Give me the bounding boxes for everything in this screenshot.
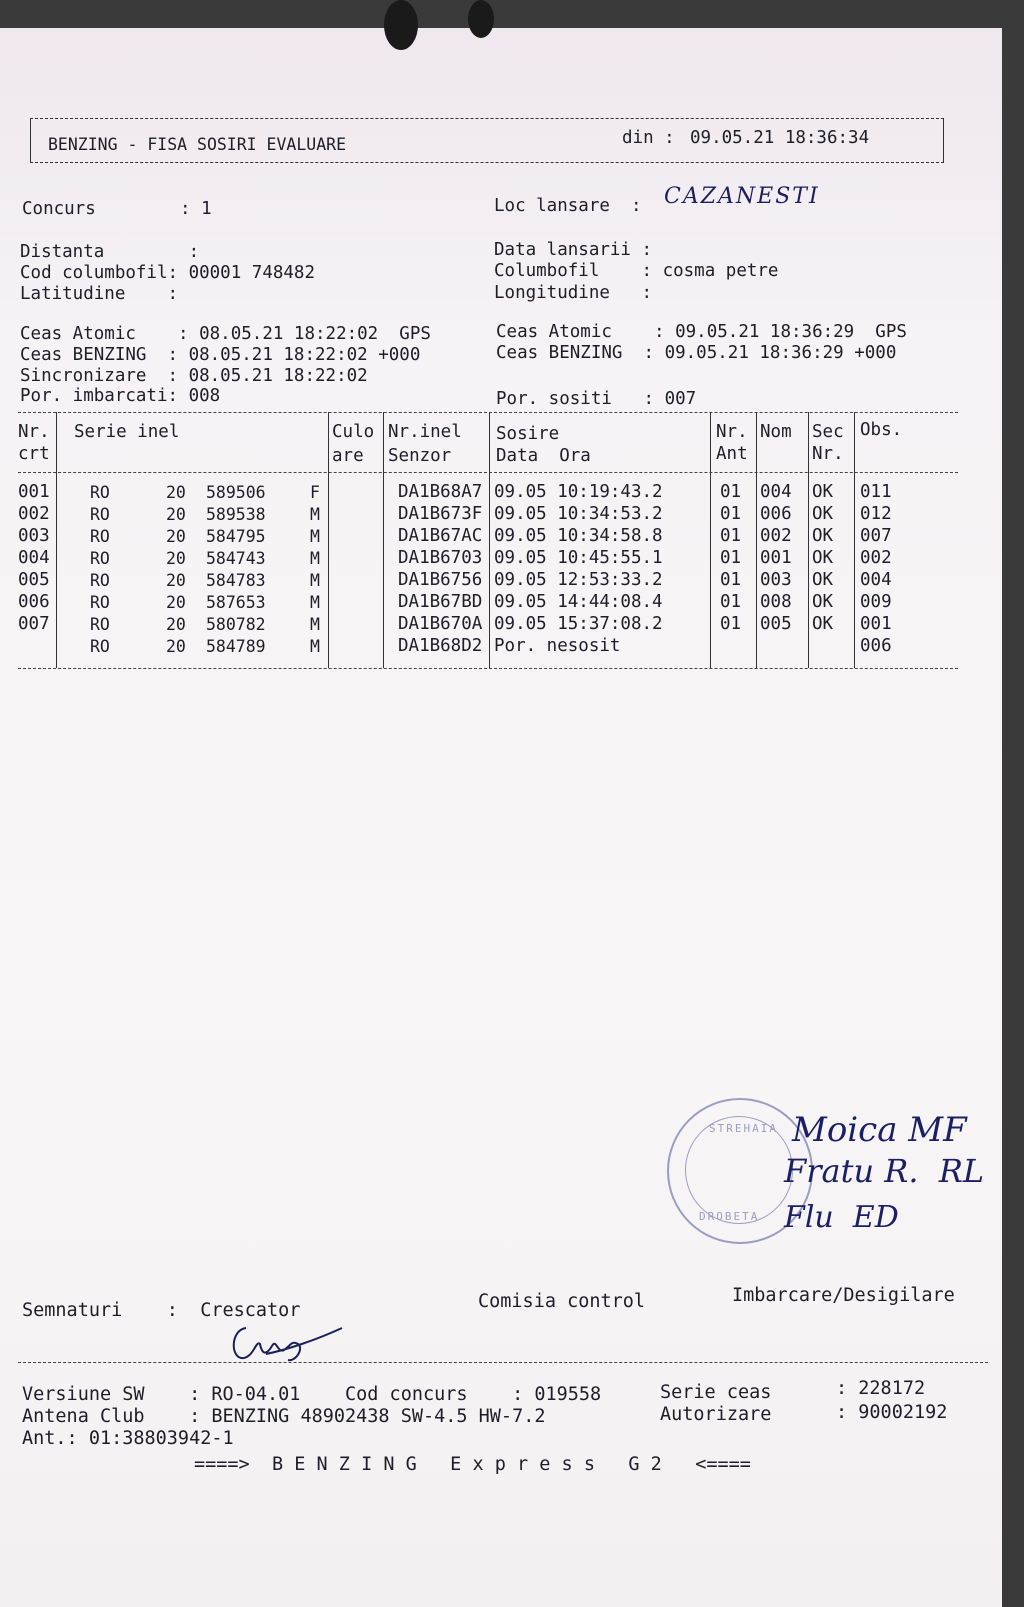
header-ant: Ant (716, 444, 748, 464)
header-serie: Serie inel (74, 422, 180, 442)
cell-sex: M (310, 637, 320, 656)
ceas-benzing-start: Ceas BENZING : 08.05.21 18:22:02 +000 (20, 345, 421, 365)
cell-an: 20 (166, 505, 186, 524)
cell-sec: OK (812, 482, 834, 502)
signatures-label: Semnaturi : Crescator (22, 1300, 301, 1321)
autorizare-label: Autorizare (660, 1404, 772, 1425)
cell-an: 20 (166, 615, 186, 634)
cell-obs: 009 (860, 592, 892, 612)
header-obs: Obs. (860, 420, 903, 440)
header-nom: Nom (760, 422, 792, 442)
cell-inel: 584783 (206, 571, 266, 590)
cell-nom: 008 (760, 592, 792, 612)
cell-ant: 01 (720, 614, 742, 634)
cell-inel: 584743 (206, 549, 266, 568)
cell-an: 20 (166, 527, 186, 546)
cell-tara: RO (90, 505, 110, 524)
table-row (18, 614, 958, 636)
cell-senzor: DA1B68D2 (398, 636, 483, 656)
cell-sec: OK (812, 592, 834, 612)
table-row (18, 636, 958, 658)
table-row (18, 570, 958, 592)
cell-ant: 01 (720, 482, 742, 502)
cell-sosire: 09.05 10:45:55.1 (494, 548, 663, 568)
cell-sosire: 09.05 12:53:33.2 (494, 570, 663, 590)
loc-lansare-value: CAZANESTI (664, 184, 820, 209)
serie-ceas-label: Serie ceas (660, 1382, 772, 1403)
serie-ceas-value: : 228172 (836, 1378, 926, 1399)
stamp-text-top: STREHAIA (709, 1122, 778, 1135)
header-crt: crt (18, 444, 50, 464)
cell-obs: 001 (860, 614, 892, 634)
cell-senzor: DA1B673F (398, 504, 483, 524)
cell-tara: RO (90, 527, 110, 546)
table-rule-header (18, 472, 958, 473)
cell-ant: 01 (720, 548, 742, 568)
committee-signature-3: Flu ED (784, 1200, 899, 1235)
table-row (18, 592, 958, 614)
header-culo: Culo (332, 422, 375, 442)
header-nr: Nr. (18, 422, 50, 442)
footer-rule (18, 1362, 988, 1363)
benzing-express-banner: ====> B E N Z I N G E x p r e s s G 2 <==== (194, 1454, 751, 1475)
table-row (18, 548, 958, 570)
cell-senzor: DA1B670A (398, 614, 483, 634)
cell-an: 20 (166, 483, 186, 502)
longitudine-field: Longitudine : (494, 283, 653, 303)
cell-nr: 005 (18, 570, 50, 590)
cell-sex: M (310, 593, 320, 612)
table-rule-bottom (18, 668, 958, 669)
header-nrant: Nr. (716, 422, 748, 442)
cell-obs: 006 (860, 636, 892, 656)
document-title: BENZING - FISA SOSIRI EVALUARE (48, 135, 347, 154)
table-body (18, 482, 958, 662)
cell-sec: OK (812, 548, 834, 568)
header-secnr: Nr. (812, 444, 844, 464)
header-are: are (332, 446, 364, 466)
cell-tara: RO (90, 637, 110, 656)
punch-hole (384, 0, 418, 50)
por-imbarcati-field: Por. imbarcati: 008 (20, 386, 221, 406)
data-lansarii-field: Data lansarii : (494, 240, 653, 260)
cell-senzor: DA1B67BD (398, 592, 483, 612)
cell-sex: M (310, 527, 320, 546)
punch-hole (468, 0, 494, 38)
cell-inel: 587653 (206, 593, 266, 612)
cell-senzor: DA1B6703 (398, 548, 483, 568)
cell-tara: RO (90, 549, 110, 568)
ceas-benzing-end: Ceas BENZING : 09.05.21 18:36:29 +000 (496, 343, 897, 363)
cell-sec: OK (812, 570, 834, 590)
cell-sosire: Por. nesosit (494, 636, 621, 656)
cell-ant: 01 (720, 570, 742, 590)
committee-signature-2: Fratu R. RL (784, 1152, 985, 1190)
cell-ant: 01 (720, 526, 742, 546)
columbofil-field: Columbofil : cosma petre (494, 261, 779, 281)
cell-sex: M (310, 571, 320, 590)
cell-nom: 004 (760, 482, 792, 502)
cell-sosire: 09.05 10:19:43.2 (494, 482, 663, 502)
header-nrinel: Nr.inel (388, 422, 462, 442)
committee-signature-1: Moica MF (792, 1110, 967, 1150)
table-row (18, 504, 958, 526)
header-sosire: Sosire (496, 424, 560, 444)
table-row (18, 482, 958, 504)
por-sositi-field: Por. sositi : 007 (496, 389, 697, 409)
header-data-ora: Data Ora (496, 446, 591, 466)
versiune-sw-field: Versiune SW : RO-04.01 Cod concurs : 019558 (22, 1384, 602, 1405)
cell-nom: 001 (760, 548, 792, 568)
imbarcare-label: Imbarcare/Desigilare (732, 1285, 955, 1306)
autorizare-value: : 90002192 (836, 1402, 948, 1423)
cell-ant: 01 (720, 592, 742, 612)
concurs-field: Concurs : 1 (22, 199, 212, 219)
cell-an: 20 (166, 571, 186, 590)
cell-inel: 589538 (206, 505, 266, 524)
cell-nom: 005 (760, 614, 792, 634)
cell-nr: 007 (18, 614, 50, 634)
cell-nr: 003 (18, 526, 50, 546)
comisia-control-label: Comisia control (478, 1291, 646, 1312)
cell-sosire: 09.05 15:37:08.2 (494, 614, 663, 634)
latitudine-field: Latitudine : (20, 284, 179, 304)
cell-obs: 004 (860, 570, 892, 590)
cell-sex: F (310, 483, 320, 502)
cell-tara: RO (90, 571, 110, 590)
header-sec: Sec (812, 422, 844, 442)
cell-sec: OK (812, 526, 834, 546)
cell-sosire: 09.05 10:34:58.8 (494, 526, 663, 546)
stamp-text-bottom: DROBETA (699, 1210, 760, 1223)
table-row (18, 526, 958, 548)
cell-tara: RO (90, 483, 110, 502)
issue-date-value: 09.05.21 18:36:34 (690, 128, 870, 148)
header-senzor: Senzor (388, 446, 452, 466)
cell-sosire: 09.05 10:34:53.2 (494, 504, 663, 524)
cell-sec: OK (812, 614, 834, 634)
cell-sosire: 09.05 14:44:08.4 (494, 592, 663, 612)
arrivals-table (18, 406, 958, 676)
cod-columbofil-field: Cod columbofil: 00001 748482 (20, 263, 316, 283)
cell-obs: 007 (860, 526, 892, 546)
cell-sex: M (310, 505, 320, 524)
ceas-atomic-end: Ceas Atomic : 09.05.21 18:36:29 GPS (496, 322, 907, 342)
cell-sex: M (310, 549, 320, 568)
cell-nr: 002 (18, 504, 50, 524)
cell-an: 20 (166, 549, 186, 568)
antena-club-field: Antena Club : BENZING 48902438 SW-4.5 HW-7.2 (22, 1406, 546, 1427)
cell-nr: 004 (18, 548, 50, 568)
cell-inel: 580782 (206, 615, 266, 634)
table-rule-top (18, 412, 958, 413)
cell-obs: 002 (860, 548, 892, 568)
cell-sec: OK (812, 504, 834, 524)
cell-nom: 003 (760, 570, 792, 590)
sincronizare-field: Sincronizare : 08.05.21 18:22:02 (20, 366, 368, 386)
cell-nom: 006 (760, 504, 792, 524)
distanta-field: Distanta : (20, 242, 200, 262)
cell-tara: RO (90, 615, 110, 634)
ceas-atomic-start: Ceas Atomic : 08.05.21 18:22:02 GPS (20, 324, 431, 344)
cell-inel: 584789 (206, 637, 266, 656)
cell-nr: 001 (18, 482, 50, 502)
cell-inel: 589506 (206, 483, 266, 502)
cell-senzor: DA1B6756 (398, 570, 483, 590)
cell-nom: 002 (760, 526, 792, 546)
cell-obs: 012 (860, 504, 892, 524)
cell-an: 20 (166, 637, 186, 656)
cell-ant: 01 (720, 504, 742, 524)
antenna-id: Ant.: 01:38803942-1 (22, 1428, 234, 1449)
loc-lansare-label: Loc lansare : (494, 196, 642, 216)
cell-inel: 584795 (206, 527, 266, 546)
cell-sex: M (310, 615, 320, 634)
cell-obs: 011 (860, 482, 892, 502)
cell-nr: 006 (18, 592, 50, 612)
cell-tara: RO (90, 593, 110, 612)
cell-senzor: DA1B68A7 (398, 482, 483, 502)
cell-an: 20 (166, 593, 186, 612)
cell-senzor: DA1B67AC (398, 526, 483, 546)
issue-date-label: din : (622, 128, 675, 148)
